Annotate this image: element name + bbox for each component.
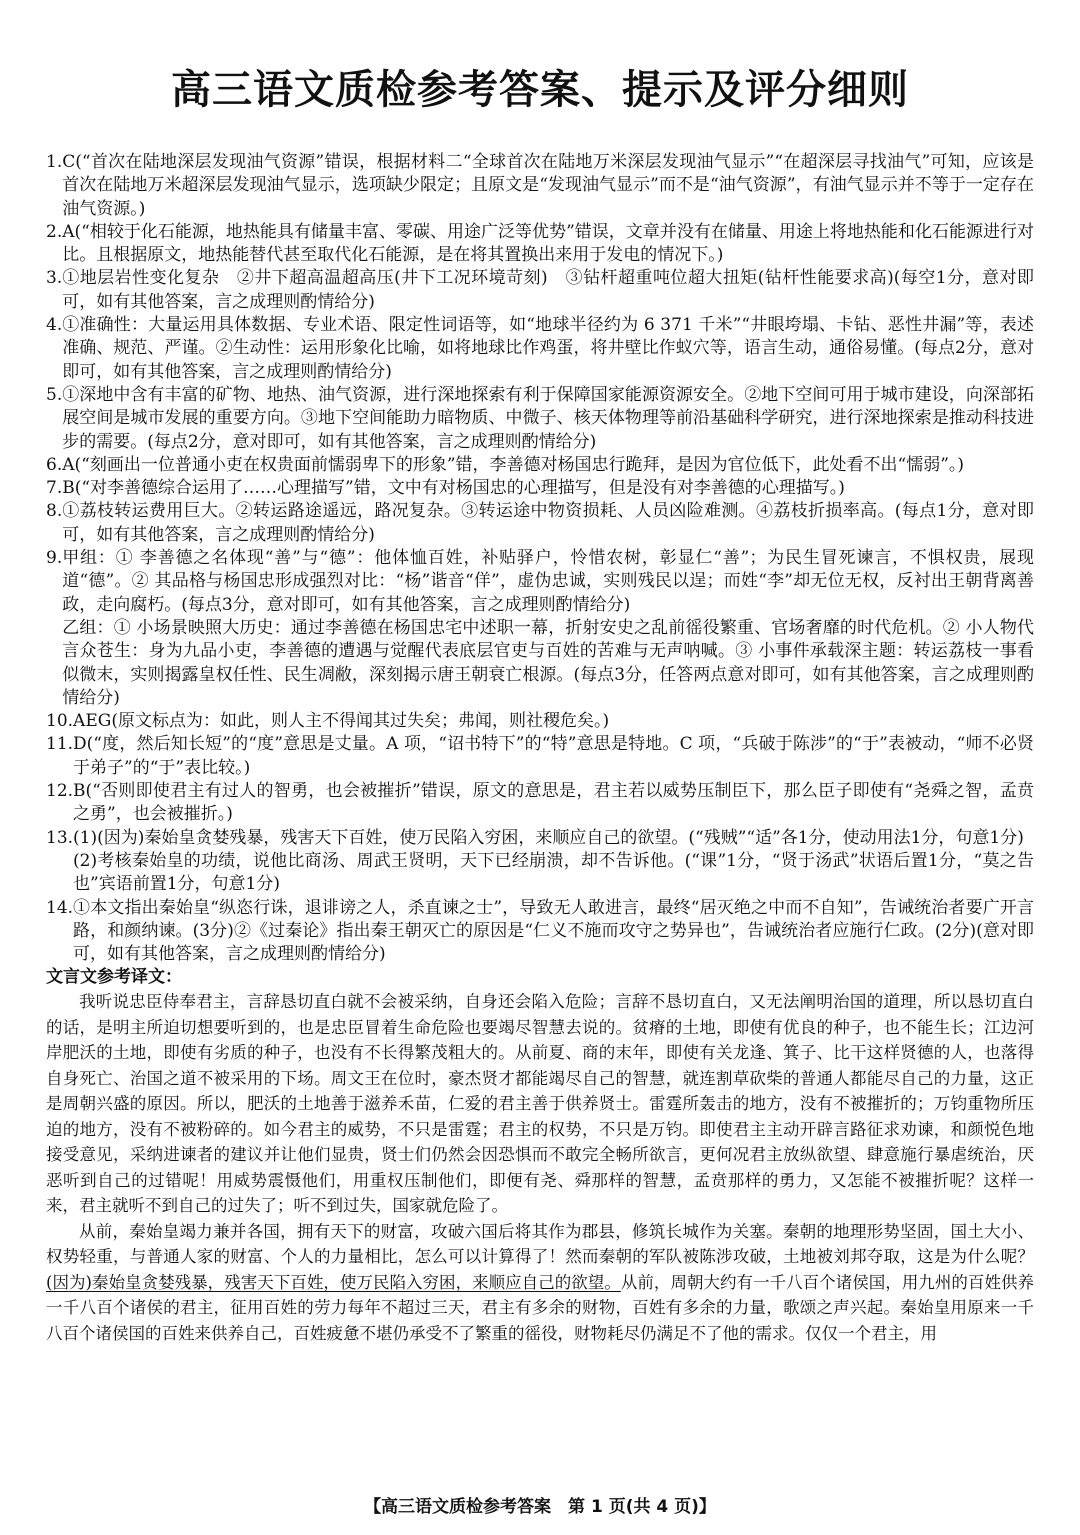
- answer-number: 6.: [46, 454, 63, 475]
- answer-text: ①荔枝转运费用巨大。②转运路途遥远，路况复杂。③转运途中物资损耗、人员凶险难测。④荔枝折损率高。(每点1分，意对即可，如有其他答案，言之成理则酌情给分): [62, 501, 1034, 545]
- answer-item: [46, 221, 1034, 268]
- answer-part-2: (2)考核秦始皇的功绩，说他比商汤、周武王贤明，天下已经崩溃，却不告诉他。(“课”1分，“贤于汤武”状语后置1分，“莫之告也”宾语前置1分，句意1分): [73, 850, 1034, 895]
- group-b-answer: 乙组：① 小场景映照大历史：通过李善德在杨国忠宅中述职一幕，折射安史之乱前徭役繁重、官场奢靡的时代危机。② 小人物代言众苍生：身为九品小吏，李善德的遭遇与觉醒代表底层官吏与百姓的苦难与无声呐喊。③ 小事件承载深主题：转运荔枝一事看似微末，实则揭露皇权任性、民生凋敝，深刻揭示唐王朝衰亡根源。(每点3分，任答两点意对即可，如有其他答案，言之成理则酌情给分): [62, 617, 1034, 708]
- answer-number: 9.: [46, 548, 63, 569]
- answer-item: [46, 454, 1034, 477]
- answer-item: [46, 151, 1034, 221]
- answer-text: D(“度，然后知长短”的“度”意思是丈量。A 项，“诏书特下”的“特”意思是特地。C 项，“兵破于陈涉”的“于”表被动，“师不必贤于弟子”的“于”表比较。): [73, 734, 1034, 778]
- answer-item: [46, 314, 1034, 384]
- answer-item: [46, 500, 1034, 547]
- answer-text: B(“对李善德综合运用了……心理描写”错，文中有对杨国忠的心理描写，但是没有对李善德的心理描写。): [62, 478, 845, 499]
- answer-text: ①准确性：大量运用具体数据、专业术语、限定性词语等，如“地球半径约为 6 371 千米”“井眼垮塌、卡钻、恶性井漏”等，表述准确、规范、严谨。②生动性：运用形象化比喻，如将地球比作鸡蛋，将井壁比作蚁穴等，语言生动，通俗易懂。(每点2分，意对即可，如有其他答案，言之成理则酌情给分): [62, 315, 1034, 382]
- answer-text: ①本文指出秦始皇“纵恣行诛，退诽谤之人，杀直谏之士”，导致无人敢进言，最终“居灭绝之中而不自知”，告诫统治者要广开言路，和颜纳谏。(3分)②《过秦论》指出秦王朝灭亡的原因是“仁义不施而攻守之势异也”，告诫统治者应施行仁政。(2分)(意对即可，如有其他答案，言之成理则酌情给分): [73, 897, 1034, 965]
- answer-part-1: (1)(因为)秦始皇贪婪残暴，残害天下百姓，使万民陷入穷困，来顺应自己的欲望。(“残贼”“适”各1分，使动用法1分，句意1分): [73, 827, 1024, 848]
- translation-heading: 文言文参考译文：: [46, 967, 182, 988]
- answer-number: 3.: [46, 268, 63, 289]
- answer-text: C(“首次在陆地深层发现油气资源”错误，根据材料二“全球首次在陆地万米深层发现油气显示”“在超深层寻找油气”可知，应该是首次在陆地万米超深层发现油气显示，选项缺少限定；且原文是“发现油气显示”而不是“油气资源”，有油气显示并不等于一定存在油气资源。): [62, 152, 1034, 219]
- answer-number: 8.: [46, 501, 63, 522]
- answer-number: 12.: [46, 781, 74, 802]
- answer-item-9: [46, 547, 1034, 710]
- page-footer: 【高三语文质检参考答案 第 1 页(共 4 页)】: [364, 1497, 716, 1517]
- answer-item: [46, 733, 1034, 780]
- answer-body: [62, 547, 1034, 710]
- group-a-answer: 甲组：① 李善德之名体现“善”与“德”：他体恤百姓，补贴驿户，怜惜农树，彰显仁“善”；为民生冒死谏言，不惧权贵，展现道“德”。② 其品格与杨国忠形成强烈对比：“杨”谐音“佯”，虚伪忠诚，实则残民以逞；而姓“李”却无位无权，反衬出王朝背离善政，走向腐朽。(每点3分，意对即可，如有其他答案，言之成理则酌情给分): [62, 548, 1034, 615]
- translation-text: 从前，秦始皇竭力兼并各国，拥有天下的财富，攻破六国后将其作为郡县，修筑长城作为关塞。秦朝的地理形势坚固，国土大小、权势轻重，与普通人家的财富、个人的力量相比，怎么可以计算得了！然而秦朝的军队被陈涉攻破，土地被刘邦夺取，这是为什么呢？: [46, 1221, 1034, 1267]
- translation-paragraph: 我听说忠臣侍奉君主，言辞恳切直白就不会被采纳，自身还会陷入危险；言辞不恳切直白，又无法阐明治国的道理，所以恳切直白的话，是明主所迫切想要听到的，也是忠臣冒着生命危险也要竭尽智慧去说的。贫瘠的土地，即使有优良的种子，也不能生长；江边河岸肥沃的土地，即使有劣质的种子，也没有不长得繁茂粗大的。从前夏、商的末年，即使有关龙逢、箕子、比干这样贤德的人，也落得自身死亡、治国之道不被采用的下场。周文王在位时，豪杰贤才都能竭尽自己的智慧，就连割草砍柴的普通人都能尽自己的力量，这正是周朝兴盛的原因。所以，肥沃的土地善于滋养禾苗，仁爱的君主善于供养贤士。雷霆所轰击的地方，没有不被摧折的；万钧重物所压迫的地方，没有不被粉碎的。如今君主的威势，不只是雷霆；君主的权势，不只是万钧。即使君主主动开辟言路征求劝谏，和颜悦色地接受意见，采纳进谏者的建议并让他们显贵，贤士们仍然会因恐惧而不敢完全畅所欲言，更何况君主放纵欲望、肆意施行暴虐统治，厌恶听到自己的过错呢！用威势震慑他们，用重权压制他们，即便有尧、舜那样的智慧，孟贲那样的勇力，又怎能不被摧折呢？这样一来，君主就听不到自己的过失了；听不到过失，国家就危险了。: [46, 992, 1034, 1216]
- answer-item: [46, 897, 1034, 967]
- translation-paragraph: [46, 1219, 1034, 1347]
- answer-text: A(“相较于化石能源，地热能具有储量丰富、零碳、用途广泛等优势”错误，文章并没有在储量、用途上将地热能和化石能源进行对比。且根据原文，地热能替代甚至取代化石能源，是在将其置换出来用于发电的情况下。): [62, 221, 1034, 266]
- answer-text: ①深地中含有丰富的矿物、地热、油气资源，进行深地探索有利于保障国家能源资源安全。②地下空间可用于城市建设，向深部拓展空间是城市发展的重要方向。③地下空间能助力暗物质、中微子、核天体物理等前沿基础科学研究，进行深地探索是推动科技进步的需要。(每点2分，意对即可，如有其他答案，言之成理则酌情给分): [62, 384, 1034, 452]
- answer-item: [46, 384, 1034, 454]
- answer-text: AEG(原文标点为：如此，则人主不得闻其过失矣；弗闻，则社稷危矣。): [73, 711, 610, 732]
- answer-number: 5.: [46, 384, 63, 405]
- answer-item: [46, 477, 1034, 500]
- answer-item: [46, 780, 1034, 827]
- answer-item: [46, 267, 1034, 314]
- answer-number: 7.: [46, 478, 63, 499]
- answer-number: 4.: [46, 315, 63, 336]
- underlined-translation: (因为)秦始皇贪婪残暴，残害天下百姓，使万民陷入穷困，来顺应自己的欲望。: [46, 1272, 621, 1292]
- answer-text: ①地层岩性变化复杂 ②井下超高温超高压(井下工况环境苛刻) ③钻杆超重吨位超大扭矩(钻杆性能要求高)(每空1分，意对即可，如有其他答案，言之成理则酌情给分): [62, 268, 1034, 312]
- answer-text: B(“否则即使君主有过人的智勇，也会被摧折”错误，原文的意思是，君主若以威势压制臣下，那么臣子即使有“尧舜之智，孟贲之勇”，也会被摧折。): [73, 781, 1034, 825]
- answer-number: 11.: [46, 734, 74, 755]
- answer-body: [73, 827, 1034, 897]
- answer-number: 13.: [46, 827, 74, 848]
- answer-number: 14.: [46, 897, 74, 918]
- answer-text: A(“刻画出一位普通小吏在权贵面前懦弱卑下的形象”错，李善德对杨国忠行跪拜，是因为官位低下，此处看不出“懦弱”。): [62, 454, 965, 475]
- answer-item: [46, 710, 1034, 733]
- page-title: 高三语文质检参考答案、提示及评分细则: [171, 67, 909, 113]
- answer-list: [46, 151, 1034, 966]
- translation-body: [46, 989, 1034, 1346]
- answer-number: 10.: [46, 711, 74, 732]
- answer-item-13: [46, 827, 1034, 897]
- answer-number: 2.: [46, 221, 63, 242]
- translation-text: 从前，周朝大约有一千八百个诸侯国，用九州的百姓供养一千八百个诸侯的君主，征用百姓的劳力每年不超过三天，君主有多余的财物，百姓有多余的力量，歌颂之声兴起。秦始皇用原来一千八百个诸侯国的百姓来供养自己，百姓疲惫不堪仍承受不了繁重的徭役，财物耗尽仍满足不了他的需求。仅仅一个君主，用: [46, 1272, 1035, 1343]
- answer-number: 1.: [46, 152, 63, 172]
